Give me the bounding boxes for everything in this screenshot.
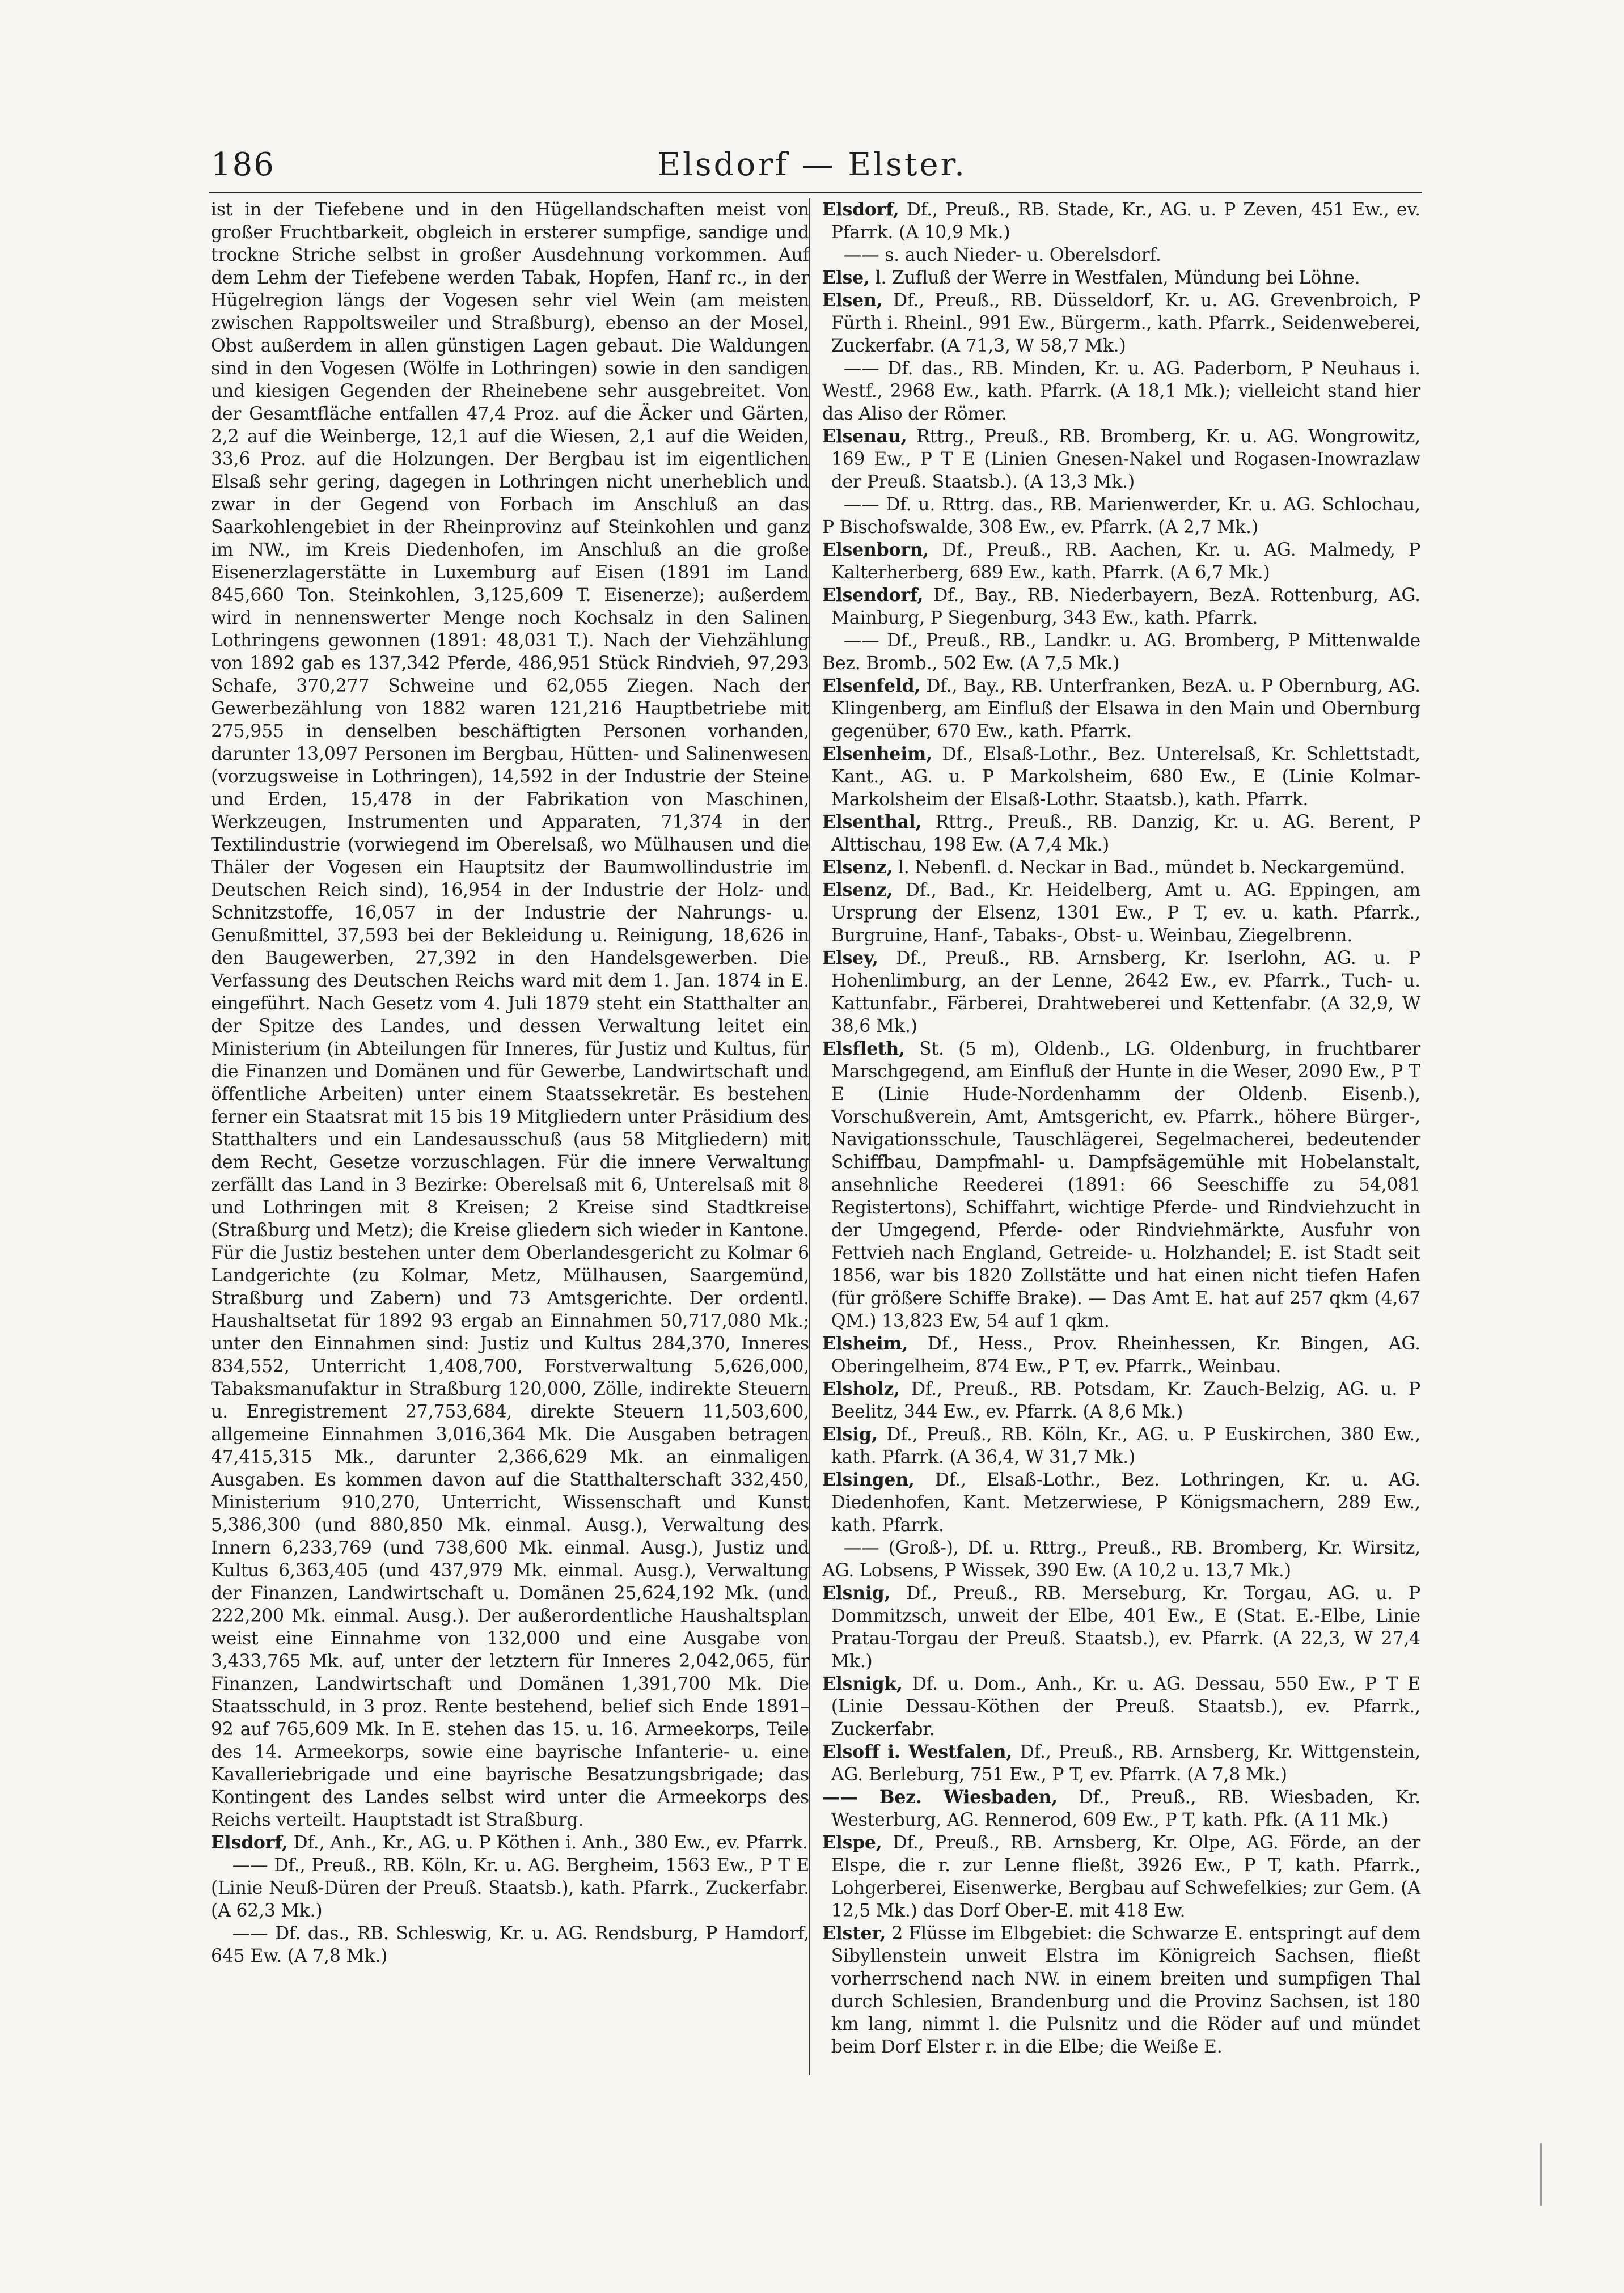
entry-headword: Elsingen, xyxy=(822,1469,915,1490)
gazetteer-entry xyxy=(822,266,1420,289)
entry-text: Df., Preuß., RB. Wiesbaden, Kr. Westerburg, AG. Rennerod, 609 Ew., P T, kath. Pfk. (A 11 Mk.) xyxy=(831,1787,1420,1830)
entry-headword: Elsendorf, xyxy=(822,585,924,606)
gazetteer-entry xyxy=(822,198,1420,244)
left-entries xyxy=(211,1831,809,1968)
entry-text: Df., Bay., RB. Niederbayern, BezA. Rottenburg, AG. Mainburg, P Siegenburg, 343 Ew., kath. Pfarrk. xyxy=(831,585,1420,628)
entry-text: Df., Preuß., RB. Arnsberg, Kr. Wittgenstein, AG. Berleburg, 751 Ew., P T, ev. Pfarrk. (A 7,8 Mk.) xyxy=(831,1742,1420,1785)
gazetteer-entry xyxy=(822,1741,1420,1786)
entry-text: —— Df., Preuß., RB., Landkr. u. AG. Bromberg, P Mittenwalde Bez. Bromb., 502 Ew. (A 7,5 Mk.) xyxy=(822,631,1420,674)
gazetteer-entry xyxy=(822,1582,1420,1673)
entry-text: Df., Elsaß-Lothr., Bez. Lothringen, Kr. u. AG. Diedenhofen, Kant. Metzerwiese, P Königsmachern, 289 Ew., kath. Pfarrk. xyxy=(831,1470,1420,1535)
gazetteer-entry xyxy=(822,856,1420,879)
entry-headword: Elsenfeld, xyxy=(822,675,921,696)
entry-text: Df., Preuß., RB. Merseburg, Kr. Torgau, AG. u. P Dommitzsch, unweit der Elbe, 401 Ew., E (Stat. E.-Elbe, Linie Pratau-Torgau der Preuß. Staatsb.), ev. Pfarrk. (A 22,3, W 27,4 Mk.) xyxy=(831,1583,1420,1672)
entry-text: —— Df. das., RB. Minden, Kr. u. AG. Paderborn, P Neuhaus i. Westf., 2968 Ew., kath. Pfarrk. (A 18,1 Mk.); vielleicht stand hier das Aliso der Römer. xyxy=(822,358,1420,424)
gazetteer-entry xyxy=(822,1469,1420,1537)
gazetteer-entry xyxy=(822,1786,1420,1831)
entry-text: Rttrg., Preuß., RB. Bromberg, Kr. u. AG. Wongrowitz, 169 Ew., P T E (Linien Gnesen-Nakel und Rogasen-Inowrazlaw der Preuß. Staatsb.). (A 13,3 Mk.) xyxy=(831,426,1420,492)
entry-text: —— Df., Preuß., RB. Köln, Kr. u. AG. Bergheim, 1563 Ew., P T E (Linie Neuß-Düren der Preuß. Staatsb.), kath. Pfarrk., Zuckerfabr. (A 62,3 Mk.) xyxy=(211,1855,809,1921)
entry-text: Df., Preuß., RB. Arnsberg, Kr. Iserlohn, AG. u. P Hohenlimburg, an der Lenne, 2642 Ew., ev. Pfarrk., Tuch- u. Kattunfabr., Färberei, Drahtweberei und Kettenfabr. (A 32,9, W 38,6 Mk.) xyxy=(831,948,1420,1036)
entry-text: Df., Elsaß-Lothr., Bez. Unterelsaß, Kr. Schlettstadt, Kant., AG. u. P Markolsheim, 680 Ew., E (Linie Kolmar-Markolsheim der Elsaß-Lothr. Staatsb.), kath. Pfarrk. xyxy=(831,744,1420,810)
entry-text: Df., Bad., Kr. Heidelberg, Amt u. AG. Eppingen, am Ursprung der Elsenz, 1301 Ew., P T, ev. u. kath. Pfarrk., Burgruine, Hanf-, Tabaks-, Obst- u. Weinbau, Ziegelbrenn. xyxy=(831,880,1420,946)
entry-text: Df., Bay., RB. Unterfranken, BezA. u. P Obernburg, AG. Klingenberg, am Einfluß der Elsawa in den Main und Obernburg gegenüber, 670 Ew., kath. Pfarrk. xyxy=(831,676,1420,742)
gazetteer-entry xyxy=(822,584,1420,629)
gazetteer-entry xyxy=(822,743,1420,811)
gazetteer-entry xyxy=(211,1831,809,1854)
gazetteer-entry xyxy=(822,675,1420,743)
gazetteer-entry xyxy=(822,1673,1420,1741)
entry-headword: Elsfleth, xyxy=(822,1038,905,1059)
entry-headword: Elsenborn, xyxy=(822,539,929,560)
entry-headword: Elsnigk, xyxy=(822,1673,903,1694)
article-continuation: ist in der Tiefebene und in den Hügellandschaften meist von großer Fruchtbarkeit, obgleich in ersterer sumpfige, sandige und trockne Striche selbst in großer Ausdehnung vorkommen. Auf dem Lehm der Tiefebene werden Tabak, Hopfen, Hanf rc., in der Hügelregion längs der Vogesen sehr viel Wein (am meisten zwischen Rappoltsweiler und Straßburg), ebenso an der Mosel, Obst außerdem in allen günstigen Lagen gebaut. Die Waldungen sind in den Vogesen (Wölfe in Lothringen) sowie in den sandigen und kiesigen Gegenden der Rheinebene sehr ausgebreitet. Von der Gesamtfläche entfallen 47,4 Proz. auf die Äcker und Gärten, 2,2 auf die Weinberge, 12,1 auf die Wiesen, 2,1 auf die Weiden, 33,6 Proz. auf die Holzungen. Der Bergbau ist im eigentlichen Elsaß sehr gering, dagegen in Lothringen nicht unerheblich und zwar in der Gegend von Forbach im Anschluß an das Saarkohlengebiet in der Rheinprovinz auf Steinkohlen und ganz im NW., im Kreis Diedenhofen, im Anschluß an die große Eisenerzlagerstätte in Luxemburg auf Eisen (1891 im Land 845,660 Ton. Steinkohlen, 3,125,609 T. Eisenerze); außerdem wird in nennenswerter Menge noch Kochsalz in den Salinen Lothringens gewonnen (1891: 48,031 T.). Nach der Viehzählung von 1892 gab es 137,342 Pferde, 486,951 Stück Rindvieh, 97,293 Schafe, 370,277 Schweine und 62,055 Ziegen. Nach der Gewerbezählung von 1882 waren 121,216 Hauptbetriebe mit 275,955 in denselben beschäftigten Personen vorhanden, darunter 13,097 Personen im Bergbau, Hütten- und Salinenwesen (vorzugsweise in Lothringen), 14,592 in der Industrie der Steine und Erden, 15,478 in der Fabrikation von Maschinen, Werkzeugen, Instrumenten und Apparaten, 71,374 in der Textilindustrie (vorwiegend im Oberelsaß, wo Mülhausen und die Thäler der Vogesen ein Hauptsitz der Baumwollindustrie im Deutschen Reich sind), 16,954 in der Industrie der Holz- und Schnitzstoffe, 16,057 in der Industrie der Nahrungs- u. Genußmittel, 37,593 bei der Bekleidung u. Reinigung, 18,626 in den Baugewerben, 27,392 in den Handelsgewerben. Die Verfassung des Deutschen Reichs ward mit dem 1. Jan. 1874 in E. eingeführt. Nach Gesetz vom 4. Juli 1879 steht ein Statthalter an der Spitze des Landes, und dessen Verwaltung leitet ein Ministerium (in Abteilungen für Inneres, für Justiz und Kultus, für die Finanzen und Domänen und für Gewerbe, Landwirtschaft und öffentliche Arbeiten) unter einem Staatssekretär. Es bestehen ferner ein Staatsrat mit 15 bis 19 Mitgliedern unter Präsidium des Statthalters und ein Landesausschuß (aus 58 Mitgliedern) mit dem Recht, Gesetze vorzuschlagen. Für die innere Verwaltung zerfällt das Land in 3 Bezirke: Oberelsaß mit 6, Unterelsaß mit 8 und Lothringen mit 8 Kreisen; 2 Kreise sind Stadtkreise (Straßburg und Metz); die Kreise gliedern sich wieder in Kantone. Für die Justiz bestehen unter dem Oberlandesgericht zu Kolmar 6 Landgerichte (zu Kolmar, Metz, Mülhausen, Saargemünd, Straßburg und Zabern) und 73 Amtsgerichte. Der ordentl. Haushaltsetat für 1892 93 ergab an Einnahmen 50,717,080 Mk.; unter den Einnahmen sind: Justiz und Kultus 284,370, Inneres 834,552, Unterricht 1,408,700, Forstverwaltung 5,626,000, Tabaksmanufaktur in Straßburg 120,000, Zölle, indirekte Steuern u. Enregistrement 27,753,684, direkte Steuern 11,503,600, allgemeine Einnahmen 3,016,364 Mk. Die Ausgaben betragen 47,415,315 Mk., darunter 2,366,629 Mk. an einmaligen Ausgaben. Es kommen davon auf die Statthalterschaft 332,450, Ministerium 910,270, Unterricht, Wissenschaft und Kunst 5,386,300 (und 880,850 Mk. einmal. Ausg.), Verwaltung des Innern 6,233,769 (und 738,600 Mk. einmal. Ausg.), Justiz und Kultus 6,363,405 (und 437,979 Mk. einmal. Ausg.), Verwaltung der Finanzen, Landwirtschaft u. Domänen 25,624,192 Mk. (und 222,200 Mk. einmal. Ausg.). Der außerordentliche Haushaltsplan weist eine Einnahme von 132,000 und eine Ausgabe von 3,433,765 Mk. auf, unter der letztern für Inneres 2,042,065, für Finanzen, Landwirtschaft und Domänen 1,391,700 Mk. Die Staatsschuld, in 3 proz. Rente bestehend, belief sich Ende 1891–92 auf 765,609 Mk. In E. stehen das 15. u. 16. Armeekorps, Teile des 14. Armeekorps, sowie eine bayrische Infanterie- u. eine Kavalleriebrigade und eine bayrische Besatzungsbrigade; das Kontingent des Landes selbst wird unter die Armeekorps des Reichs verteilt. Hauptstadt ist Straßburg. xyxy=(211,200,809,1830)
gazetteer-entry xyxy=(822,1378,1420,1423)
gazetteer-entry xyxy=(822,811,1420,856)
gazetteer-entry xyxy=(822,879,1420,947)
entry-headword: Elsdorf, xyxy=(822,199,899,220)
entry-text: —— s. auch Nieder- u. Oberelsdorf. xyxy=(843,245,1161,265)
entry-text: l. Nebenfl. d. Neckar in Bad., mündet b. Neckargemünd. xyxy=(893,857,1406,878)
gazetteer-entry xyxy=(822,1332,1420,1378)
entry-text: St. (5 m), Oldenb., LG. Oldenburg, in fruchtbarer Marschgegend, am Einfluß der Hunte in die Weser, 2090 Ew., P T E (Linie Hude-Nordenhamm der Oldenb. Eisenb.), Vorschußverein, Amt, Amtsgericht, ev. Pfarrk., höhere Bürger-, Navigationsschule, Tauschlägerei, Segelmacherei, bedeutender Schiffbau, Dampfmahl- u. Dampfsägemühle mit Hobelanstalt, ansehnliche Reederei (1891: 66 Seeschiffe zu 54,081 Registertons), Schiffahrt, wichtige Pferde- und Rindviehzucht in der Umgegend, Pferde- oder Rindviehmärkte, Ausfuhr von Fettvieh nach England, Getreide- u. Holzhandel; E. ist Stadt seit 1856, war bis 1820 Zollstätte und hat einen nicht tiefen Hafen (für größere Schiffe Brake). — Das Amt E. hat auf 257 qkm (4,67 QM.) 13,823 Ew, 54 auf 1 qkm. xyxy=(831,1039,1420,1331)
entry-text: 2 Flüsse im Elbgebiet: die Schwarze E. entspringt auf dem Sibyllenstein unweit Elstra im Königreich Sachsen, fließt vorherrschend nach NW. in einem breiten und sumpfigen Thal durch Schlesien, Brandenburg und die Provinz Sachsen, ist 180 km lang, nimmt l. die Pulsnitz und die Röder auf und mündet beim Dorf Elster r. in die Elbe; die Weiße E. xyxy=(831,1923,1420,2057)
entry-text: Df., Preuß., RB. Düsseldorf, Kr. u. AG. Grevenbroich, P Fürth i. Rheinl., 991 Ew., Bürgerm., kath. Pfarrk., Seidenweberei, Zuckerfabr. (A 71,3, W 58,7 Mk.) xyxy=(831,290,1420,356)
gazetteer-entry xyxy=(211,1854,809,1922)
gazetteer-entry xyxy=(822,493,1420,539)
entry-text: Df., Preuß., RB. Aachen, Kr. u. AG. Malmedy, P Kalterherberg, 689 Ew., kath. Pfarrk. (A 6,7 Mk.) xyxy=(831,540,1420,583)
entry-headword: Elsenau, xyxy=(822,426,907,447)
entry-text: —— Df. das., RB. Schleswig, Kr. u. AG. Rendsburg, P Hamdorf, 645 Ew. (A 7,8 Mk.) xyxy=(211,1923,809,1966)
gazetteer-entry xyxy=(822,947,1420,1038)
gazetteer-entry xyxy=(822,539,1420,584)
entry-text: Df., Preuß., RB. Arnsberg, Kr. Olpe, AG. Förde, an der Elspe, die r. zur Lenne fließt, 3926 Ew., P T, kath. Pfarrk., Lohgerberei, Eisenwerke, Bergbau auf Schwefelkies; zur Gem. (A 12,5 Mk.) das Dorf Ober-E. mit 418 Ew. xyxy=(831,1833,1420,1921)
entry-headword: Elsnig, xyxy=(822,1583,891,1604)
right-entries xyxy=(822,198,1420,2058)
entry-headword: Elsheim, xyxy=(822,1333,908,1354)
gazetteer-entry xyxy=(822,244,1420,266)
left-column xyxy=(211,198,809,1968)
entry-headword: Elsholz, xyxy=(822,1378,900,1399)
margin-mark xyxy=(1540,2143,1542,2206)
entry-headword: Elsig, xyxy=(822,1424,878,1445)
entry-headword: Elsen, xyxy=(822,290,883,311)
entry-text: Df., Preuß., RB. Stade, Kr., AG. u. P Zeven, 451 Ew., ev. Pfarrk. (A 10,9 Mk.) xyxy=(831,200,1420,243)
gazetteer-entry xyxy=(822,1423,1420,1469)
entry-headword: Elspe, xyxy=(822,1832,882,1853)
entry-headword: —— Bez. Wiesbaden, xyxy=(822,1787,1058,1808)
gazetteer-entry xyxy=(822,425,1420,493)
entry-headword: Elsoff i. Westfalen, xyxy=(822,1741,1013,1762)
column-divider xyxy=(809,198,810,2075)
header-rule xyxy=(209,192,1422,193)
gazetteer-entry xyxy=(822,629,1420,675)
entry-text: Rttrg., Preuß., RB. Danzig, Kr. u. AG. Berent, P Alttischau, 198 Ew. (A 7,4 Mk.) xyxy=(831,812,1420,855)
gazetteer-entry xyxy=(822,1831,1420,1922)
entry-text: l. Zufluß der Werre in Westfalen, Mündung bei Löhne. xyxy=(869,268,1360,288)
entry-headword: Elsenheim, xyxy=(822,743,932,764)
right-column xyxy=(822,198,1420,2058)
entry-text: Df., Preuß., RB. Potsdam, Kr. Zauch-Belzig, AG. u. P Beelitz, 344 Ew., ev. Pfarrk. (A 8,6 Mk.) xyxy=(831,1379,1420,1422)
gazetteer-entry xyxy=(822,1922,1420,2058)
running-title: Elsdorf — Elster. xyxy=(657,146,967,183)
entry-text: Df., Preuß., RB. Köln, Kr., AG. u. P Euskirchen, 380 Ew., kath. Pfarrk. (A 36,4, W 31,7 Mk.) xyxy=(831,1424,1420,1467)
entry-text: —— Df. u. Rttrg. das., RB. Marienwerder, Kr. u. AG. Schlochau, P Bischofswalde, 308 Ew., ev. Pfarrk. (A 2,7 Mk.) xyxy=(822,494,1420,538)
gazetteer-entry xyxy=(822,289,1420,357)
entry-headword: Elsenz, xyxy=(822,879,893,900)
entry-text: Df., Hess., Prov. Rheinhessen, Kr. Bingen, AG. Oberingelheim, 874 Ew., P T, ev. Pfarrk., Weinbau. xyxy=(831,1334,1420,1377)
entry-text: Df., Anh., Kr., AG. u. P Köthen i. Anh., 380 Ew., ev. Pfarrk. xyxy=(287,1833,808,1853)
entry-headword: Else, xyxy=(822,267,870,288)
page-number: 186 xyxy=(211,146,275,183)
gazetteer-entry xyxy=(822,357,1420,425)
entry-text: Df. u. Dom., Anh., Kr. u. AG. Dessau, 550 Ew., P T E (Linie Dessau-Köthen der Preuß. Staatsb.), ev. Pfarrk., Zuckerfabr. xyxy=(831,1674,1420,1740)
gazetteer-entry xyxy=(822,1038,1420,1332)
entry-headword: Elsenz, xyxy=(822,857,893,878)
entry-text: —— (Groß-), Df. u. Rttrg., Preuß., RB. Bromberg, Kr. Wirsitz, AG. Lobsens, P Wissek, 390 Ew. (A 10,2 u. 13,7 Mk.) xyxy=(822,1538,1420,1581)
entry-headword: Elster, xyxy=(822,1923,886,1944)
gazetteer-entry xyxy=(822,1537,1420,1582)
entry-headword: Elsdorf, xyxy=(211,1832,288,1853)
entry-headword: Elsey, xyxy=(822,947,878,968)
gazetteer-entry xyxy=(211,1922,809,1968)
entry-headword: Elsenthal, xyxy=(822,811,922,832)
